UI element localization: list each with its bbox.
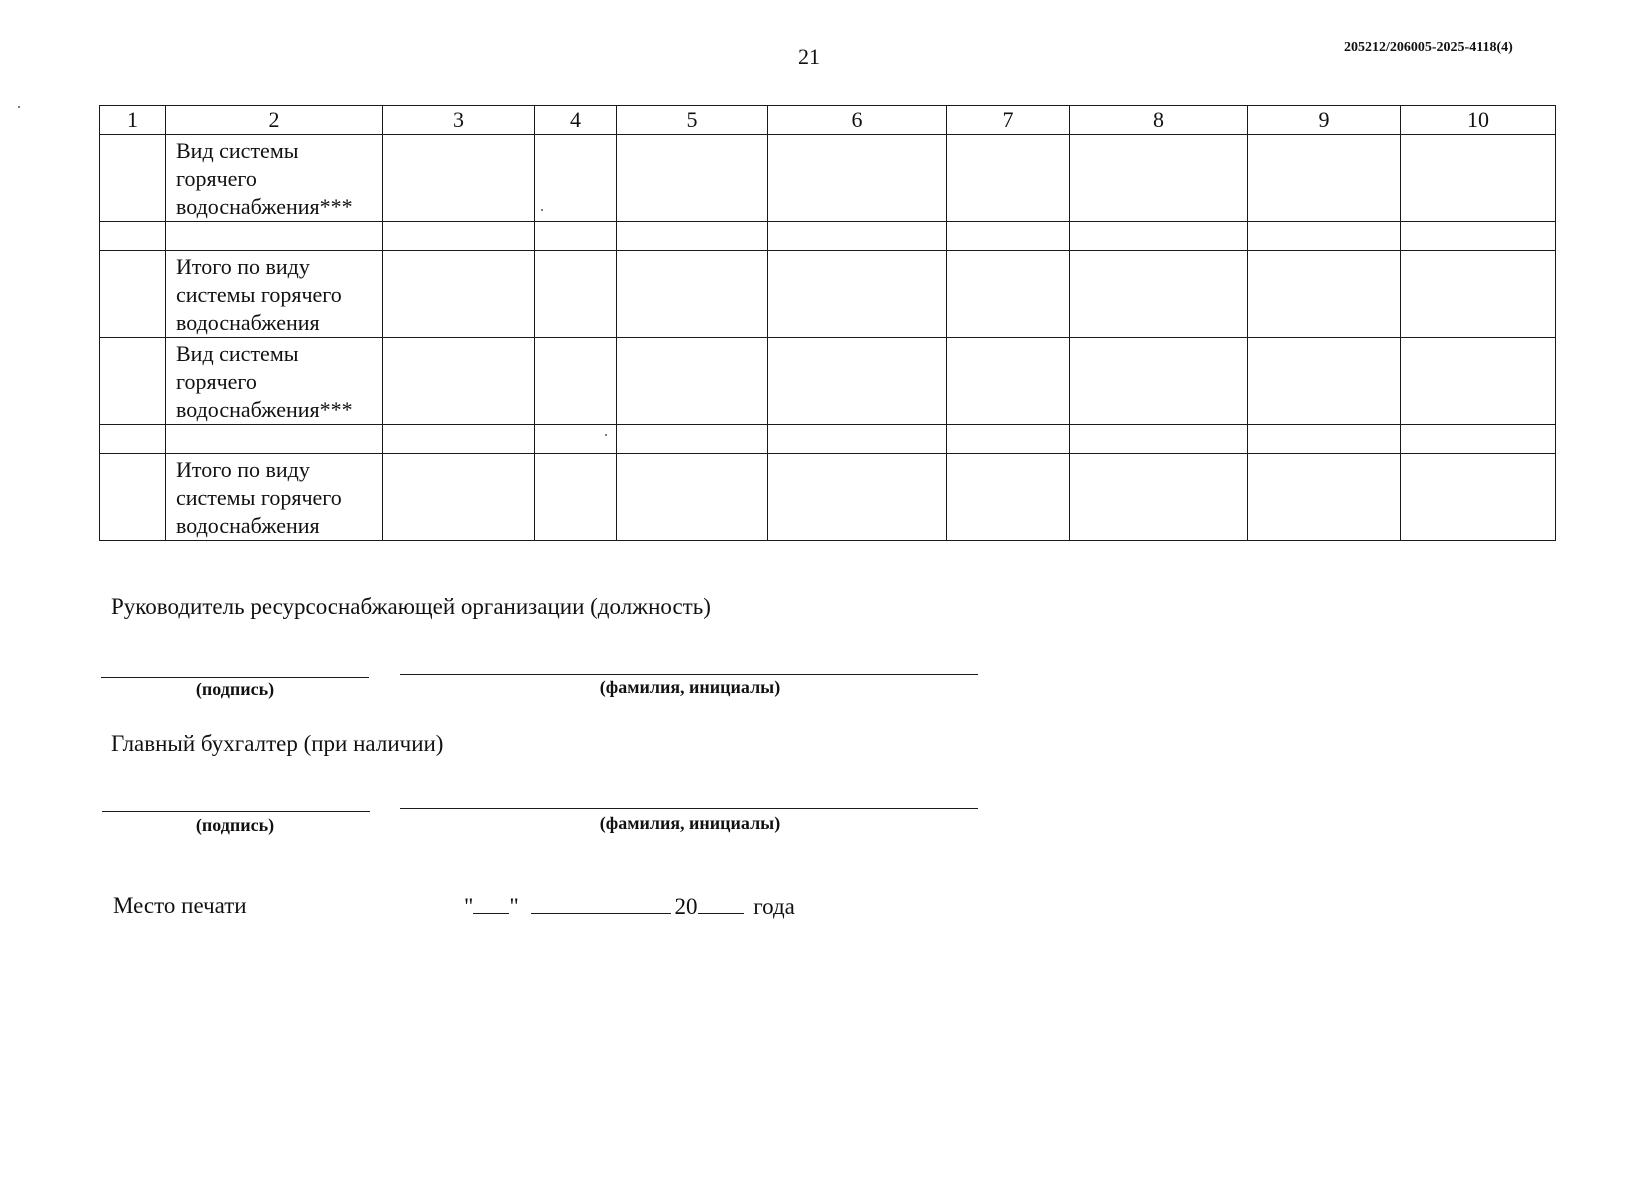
year-suffix: года (753, 894, 795, 919)
column-number: 9 (1248, 106, 1401, 135)
table-cell (947, 425, 1070, 454)
table-cell (768, 338, 947, 425)
table-cell (383, 251, 535, 338)
head-name-caption: (фамилия, инициалы) (599, 677, 781, 697)
table-cell (1401, 251, 1556, 338)
table-cell (535, 251, 617, 338)
row-label: Вид системы горячего водоснабжения*** (166, 135, 383, 222)
table-row (100, 251, 1556, 338)
table-cell (100, 454, 166, 541)
column-number: 7 (947, 106, 1070, 135)
table-cell (1401, 135, 1556, 222)
table-cell (768, 251, 947, 338)
day-blank (473, 891, 509, 914)
column-number: 10 (1401, 106, 1556, 135)
table-cell (1070, 135, 1248, 222)
table-cell (617, 338, 768, 425)
chief-accountant-label: Главный бухгалтер (при наличии) (111, 731, 444, 756)
table-cell (100, 135, 166, 222)
column-number: 6 (768, 106, 947, 135)
table-cell (383, 338, 535, 425)
document-id: 205212/206005-2025-4118(4) (1344, 40, 1513, 55)
table-cell (535, 425, 617, 454)
table-row (100, 135, 1556, 222)
table-cell (768, 454, 947, 541)
column-number: 2 (166, 106, 383, 135)
table-cell (947, 251, 1070, 338)
table-row (100, 338, 1556, 425)
column-number-row (100, 106, 1556, 135)
table-cell (617, 135, 768, 222)
accountant-name-caption: (фамилия, инициалы) (599, 813, 781, 833)
table-cell (100, 251, 166, 338)
table-cell (1401, 338, 1556, 425)
table-cell (947, 338, 1070, 425)
column-number: 5 (617, 106, 768, 135)
table-cell (535, 338, 617, 425)
date-line (464, 891, 795, 920)
accountant-signature-line (102, 811, 370, 812)
table-cell (383, 222, 535, 251)
table-cell (383, 425, 535, 454)
table-cell (617, 425, 768, 454)
report-table (99, 105, 1556, 541)
table-cell (1070, 251, 1248, 338)
table-cell (947, 222, 1070, 251)
table-cell (1248, 454, 1401, 541)
table-cell (947, 454, 1070, 541)
row-label (166, 425, 383, 454)
table-cell (1070, 222, 1248, 251)
table-cell (617, 454, 768, 541)
table-cell (617, 222, 768, 251)
scan-speck (18, 106, 20, 108)
head-signature-caption: (подпись) (195, 679, 275, 699)
column-number: 1 (100, 106, 166, 135)
year-blank (698, 891, 744, 914)
date-open-quote: " (464, 894, 474, 919)
table-cell (535, 222, 617, 251)
table-cell (383, 135, 535, 222)
accountant-signature-caption: (подпись) (195, 815, 275, 835)
table-cell (1070, 425, 1248, 454)
head-signature-line (101, 677, 369, 678)
table-cell (768, 135, 947, 222)
month-blank (531, 891, 671, 914)
year-prefix: 20 (674, 894, 698, 919)
table-row (100, 222, 1556, 251)
page-number: 21 (798, 44, 820, 69)
table-cell (768, 425, 947, 454)
table-cell (1401, 454, 1556, 541)
table-cell (768, 222, 947, 251)
table-cell (535, 135, 617, 222)
table-cell (100, 338, 166, 425)
column-number: 8 (1070, 106, 1248, 135)
table-cell (1401, 425, 1556, 454)
table-row (100, 425, 1556, 454)
row-label (166, 222, 383, 251)
row-label: Вид системы горячего водоснабжения*** (166, 338, 383, 425)
table-cell (1401, 222, 1556, 251)
seal-label: Место печати (113, 893, 247, 918)
table-cell (1248, 425, 1401, 454)
accountant-name-line (400, 808, 978, 809)
column-number: 3 (383, 106, 535, 135)
table-row (100, 454, 1556, 541)
head-of-organization-label: Руководитель ресурсоснабжающей организации (должность) (111, 594, 711, 619)
table-cell (383, 454, 535, 541)
table-cell (100, 222, 166, 251)
table-cell (1248, 251, 1401, 338)
table-cell (535, 454, 617, 541)
column-number: 4 (535, 106, 617, 135)
table-cell (1248, 222, 1401, 251)
row-label: Итого по виду системы горячего водоснабжения (166, 454, 383, 541)
date-close-quote: " (509, 894, 519, 919)
table-cell (1070, 338, 1248, 425)
head-name-line (400, 674, 978, 675)
row-label: Итого по виду системы горячего водоснабжения (166, 251, 383, 338)
table-cell (617, 251, 768, 338)
table-cell (1248, 135, 1401, 222)
table-cell (1070, 454, 1248, 541)
table-cell (100, 425, 166, 454)
table-cell (947, 135, 1070, 222)
table-cell (1248, 338, 1401, 425)
